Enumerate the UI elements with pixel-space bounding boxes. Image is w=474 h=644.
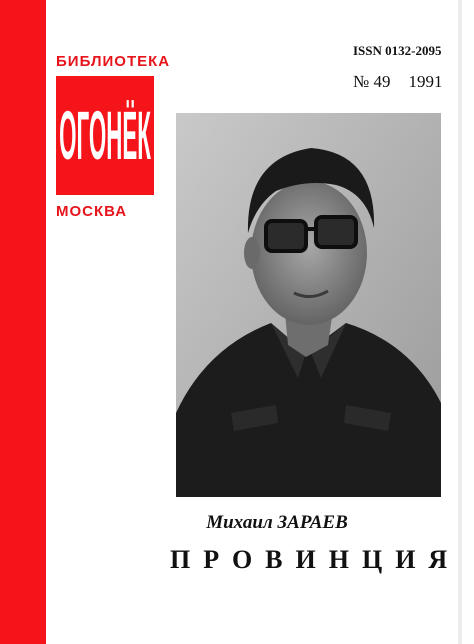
city-label: МОСКВА	[56, 203, 128, 220]
series-label: БИБЛИОТЕКА	[56, 53, 171, 70]
red-spine-stripe	[0, 0, 46, 644]
ogonek-logo	[56, 76, 154, 195]
portrait-illustration	[176, 113, 441, 497]
issue-number: № 49	[353, 72, 391, 91]
author-portrait-photo	[176, 113, 441, 497]
logo-text: ОГОНЁК	[59, 95, 151, 174]
issue-line	[353, 72, 442, 92]
author-name: Михаил ЗАРАЕВ	[206, 512, 348, 533]
issn-number: ISSN 0132-2095	[353, 43, 442, 58]
book-title: ПРОВИНЦИЯ	[170, 545, 461, 574]
issue-year: 1991	[408, 72, 443, 91]
